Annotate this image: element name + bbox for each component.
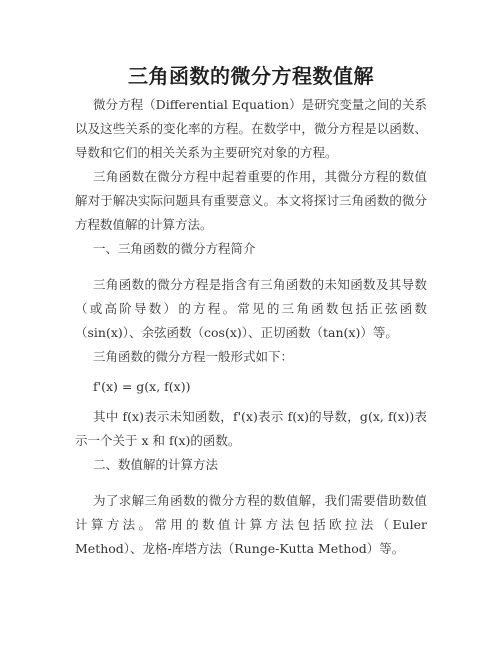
paragraph-general-form: 三角函数的微分方程一般形式如下： — [93, 349, 294, 364]
paragraph-importance: 三角函数在微分方程中起着重要的作用，其微分方程的数值解对于解决实际问题具有重要意义。本文将探讨三角函数的微分方程数值解的计算方法。 — [75, 169, 427, 232]
paragraph-intro: 微分方程（Differential Equation）是研究变量之间的关系以及这些关系的变化率的方程。在数学中，微分方程是以函数、导数和它们的相关关系为主要研究对象的方程。 — [75, 97, 427, 160]
section-heading-1: 一、三角函数的微分方程简介 — [93, 241, 256, 256]
paragraph-explanation: 其中 f(x)表示未知函数，f'(x)表示 f(x)的导数，g(x, f(x))表示一个关于 x 和 f(x)的函数。 — [75, 409, 427, 448]
paragraph-methods: 为了求解三角函数的微分方程的数值解，我们需要借助数值计算方法。常用的数值计算方法包括欧拉法（Euler Method）、龙格-库塔方法（Runge-Kutta Method）等。 — [75, 493, 427, 556]
section-heading-2: 二、数值解的计算方法 — [93, 457, 219, 472]
paragraph-definition: 三角函数的微分方程是指含有三角函数的未知函数及其导数（或高阶导数）的方程。常见的三角函数包括正弦函数（sin(x)）、余弦函数（cos(x)）、正切函数（tan(x)）等。 — [75, 277, 427, 340]
formula: f'(x) = g(x, f(x)) — [93, 379, 191, 394]
document-title: 三角函数的微分方程数值解 — [128, 64, 374, 88]
